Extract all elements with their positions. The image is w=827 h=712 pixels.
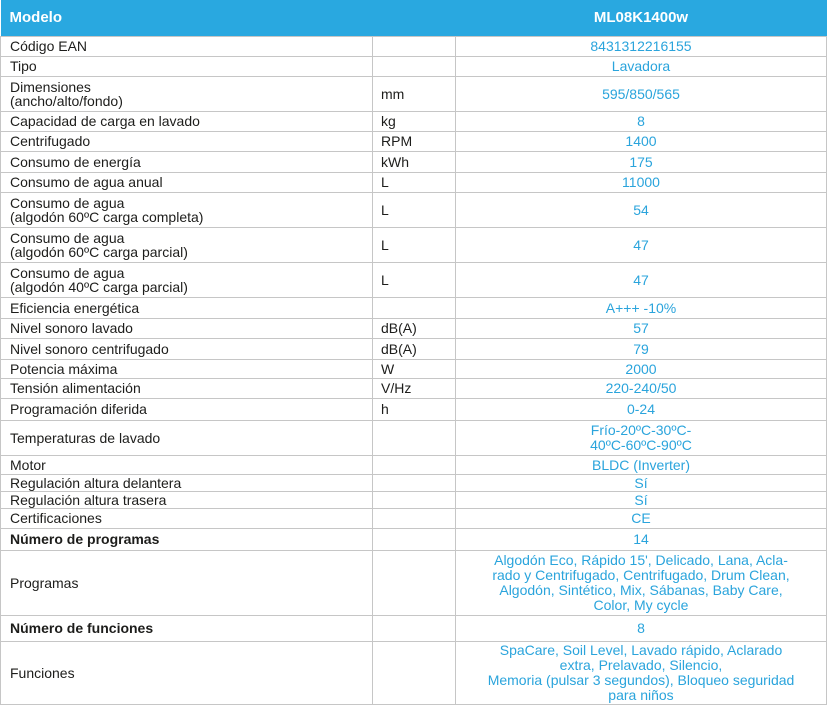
spec-unit: [373, 550, 456, 615]
spec-unit: h: [373, 398, 456, 420]
spec-unit: [373, 297, 456, 318]
spec-row-tipo: [1, 56, 827, 76]
spec-unit: L: [373, 262, 456, 297]
spec-value: 175: [456, 151, 827, 172]
spec-row-regulacion-altura-trasera: [1, 491, 827, 508]
spec-unit: dB(A): [373, 338, 456, 359]
spec-unit: [373, 641, 456, 704]
spec-label: Eficiencia energética: [1, 297, 373, 318]
spec-label: Dimensiones (ancho/alto/fondo): [1, 76, 373, 111]
spec-label: Consumo de agua (algodón 40ºC carga parcial): [1, 262, 373, 297]
spec-label: Certificaciones: [1, 508, 373, 528]
header-label: Modelo: [1, 0, 456, 36]
spec-value: Sí: [456, 491, 827, 508]
spec-value: Lavadora: [456, 56, 827, 76]
spec-row-nivel-sonoro-lavado: [1, 318, 827, 338]
spec-row-consumo-de-energia: [1, 151, 827, 172]
header-row: [1, 0, 827, 36]
spec-label: Regulación altura trasera: [1, 491, 373, 508]
spec-value: BLDC (Inverter): [456, 455, 827, 474]
spec-row-certificaciones: [1, 508, 827, 528]
spec-row-motor: [1, 455, 827, 474]
spec-row-programas: [1, 550, 827, 615]
spec-value: 11000: [456, 172, 827, 192]
spec-row-numero-de-programas: [1, 528, 827, 550]
spec-label: Tensión alimentación: [1, 378, 373, 398]
spec-value: A+++ -10%: [456, 297, 827, 318]
model-name: ML08K1400w: [456, 0, 827, 36]
spec-value: 220-240/50: [456, 378, 827, 398]
spec-row-numero-de-funciones: [1, 615, 827, 641]
spec-unit: [373, 528, 456, 550]
spec-label: Tipo: [1, 56, 373, 76]
spec-row-potencia-maxima: [1, 359, 827, 378]
spec-value: 1400: [456, 131, 827, 151]
spec-value: 54: [456, 192, 827, 227]
spec-value: 47: [456, 227, 827, 262]
spec-unit: V/Hz: [373, 378, 456, 398]
spec-label: Funciones: [1, 641, 373, 704]
spec-label: Consumo de agua (algodón 60ºC carga parcial): [1, 227, 373, 262]
spec-row-nivel-sonoro-centrifugado: [1, 338, 827, 359]
spec-value: 79: [456, 338, 827, 359]
spec-row-consumo-de-agua-algodon-60oc-carga-parcial: [1, 227, 827, 262]
spec-value: 595/850/565: [456, 76, 827, 111]
spec-label: Programas: [1, 550, 373, 615]
spec-row-consumo-de-agua-anual: [1, 172, 827, 192]
spec-value: 8: [456, 111, 827, 131]
spec-unit: [373, 420, 456, 455]
spec-value: Frío-20ºC-30ºC- 40ºC-60ºC-90ºC: [456, 420, 827, 455]
spec-row-eficiencia-energetica: [1, 297, 827, 318]
spec-unit: [373, 474, 456, 491]
spec-row-funciones: [1, 641, 827, 704]
spec-value: 0-24: [456, 398, 827, 420]
spec-table-body: [1, 0, 827, 704]
spec-row-capacidad-de-carga-en-lavado: [1, 111, 827, 131]
spec-label: Código EAN: [1, 36, 373, 56]
spec-label: Número de funciones: [1, 615, 373, 641]
spec-unit: mm: [373, 76, 456, 111]
spec-value: 2000: [456, 359, 827, 378]
spec-unit: [373, 508, 456, 528]
spec-value: CE: [456, 508, 827, 528]
spec-unit: [373, 615, 456, 641]
spec-row-tension-alimentacion: [1, 378, 827, 398]
spec-unit: [373, 36, 456, 56]
spec-label: Potencia máxima: [1, 359, 373, 378]
spec-value: 57: [456, 318, 827, 338]
spec-value: Sí: [456, 474, 827, 491]
spec-row-regulacion-altura-delantera: [1, 474, 827, 491]
spec-unit: [373, 491, 456, 508]
spec-value: 14: [456, 528, 827, 550]
spec-label: Consumo de energía: [1, 151, 373, 172]
spec-label: Número de programas: [1, 528, 373, 550]
spec-label: Nivel sonoro lavado: [1, 318, 373, 338]
spec-unit: RPM: [373, 131, 456, 151]
spec-row-codigo-ean: [1, 36, 827, 56]
spec-unit: [373, 455, 456, 474]
spec-value: 8431312216155: [456, 36, 827, 56]
spec-row-centrifugado: [1, 131, 827, 151]
spec-unit: L: [373, 192, 456, 227]
spec-unit: [373, 56, 456, 76]
spec-unit: L: [373, 172, 456, 192]
spec-label: Consumo de agua anual: [1, 172, 373, 192]
spec-label: Temperaturas de lavado: [1, 420, 373, 455]
spec-row-consumo-de-agua-algodon-40oc-carga-parcial: [1, 262, 827, 297]
spec-unit: W: [373, 359, 456, 378]
spec-value: 47: [456, 262, 827, 297]
spec-label: Motor: [1, 455, 373, 474]
spec-row-consumo-de-agua-algodon-60oc-carga-completa: [1, 192, 827, 227]
spec-label: Regulación altura delantera: [1, 474, 373, 491]
spec-label: Programación diferida: [1, 398, 373, 420]
spec-row-temperaturas-de-lavado: [1, 420, 827, 455]
spec-value: Algodón Eco, Rápido 15', Delicado, Lana, Acla- rado y Centrifugado, Centrifugado, Drum Clean, Algodón, Sintético, Mix, Sábanas, Baby Care, Color, My cycle: [456, 550, 827, 615]
spec-unit: kWh: [373, 151, 456, 172]
spec-label: Capacidad de carga en lavado: [1, 111, 373, 131]
spec-unit: dB(A): [373, 318, 456, 338]
spec-label: Nivel sonoro centrifugado: [1, 338, 373, 359]
spec-row-dimensiones-ancho-alto-fondo: [1, 76, 827, 111]
spec-value: SpaCare, Soil Level, Lavado rápido, Aclarado extra, Prelavado, Silencio, Memoria (pulsar 3 segundos), Bloqueo seguridad para niños: [456, 641, 827, 704]
spec-value: 8: [456, 615, 827, 641]
spec-label: Consumo de agua (algodón 60ºC carga completa): [1, 192, 373, 227]
spec-row-programacion-diferida: [1, 398, 827, 420]
spec-unit: L: [373, 227, 456, 262]
spec-unit: kg: [373, 111, 456, 131]
spec-label: Centrifugado: [1, 131, 373, 151]
